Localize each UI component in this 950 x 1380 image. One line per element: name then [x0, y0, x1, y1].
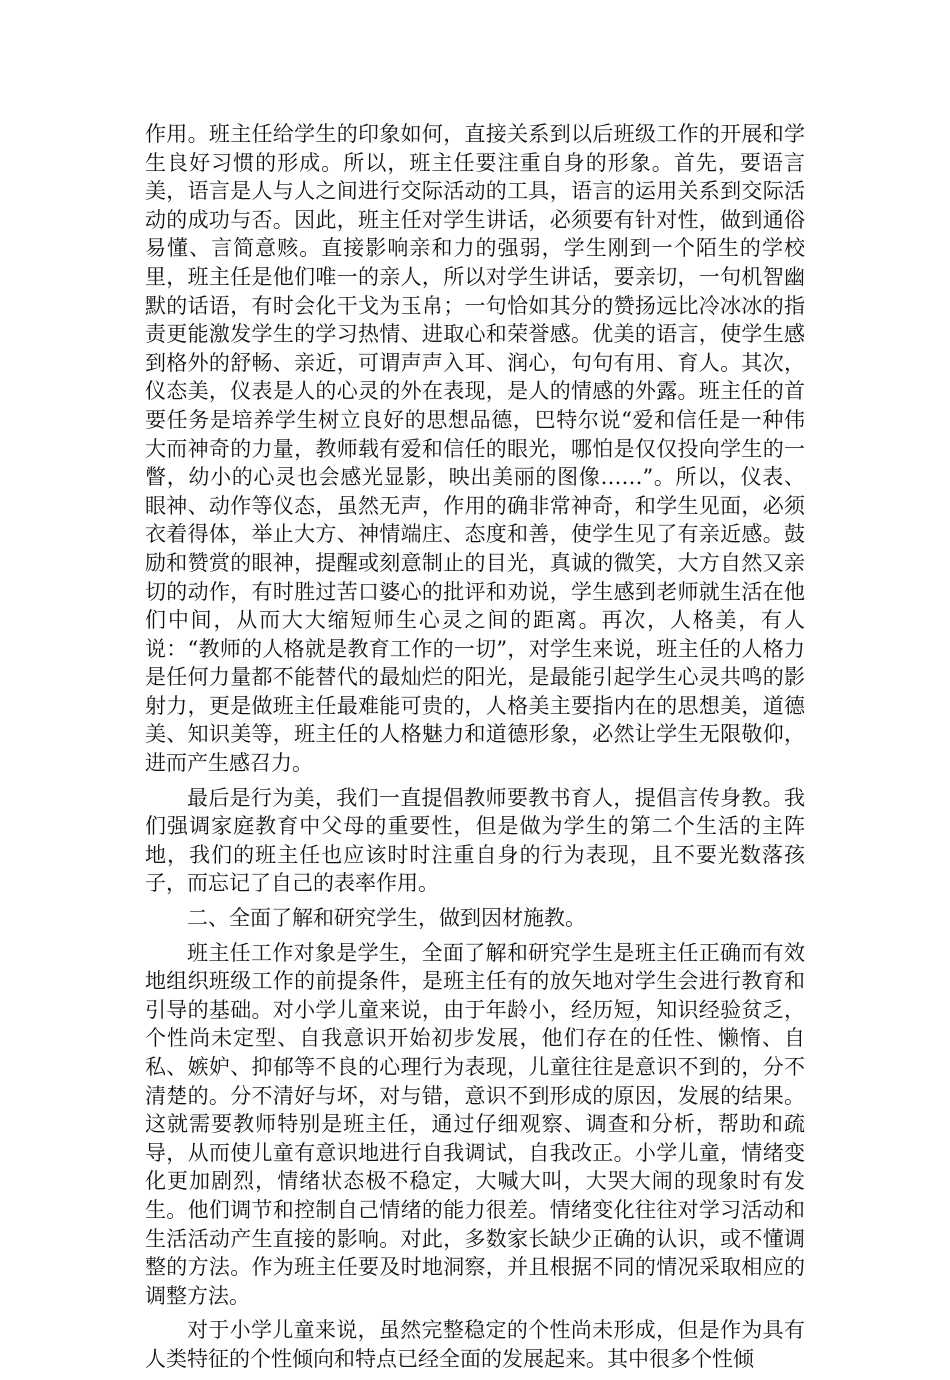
- body-paragraph: 班主任工作对象是学生，全面了解和研究学生是班主任正确而有效地组织班级工作的前提条件，是班主任有的放矢地对学生会进行教育和引导的基础。对小学儿童来说，由于年龄小，经历短，知识经验贫乏，个性尚未定型、自我意识开始初步发展，他们存在的任性、懒惰、自私、嫉妒、抑郁等不良的心理行为表现，儿童往往是意识不到的，分不清楚的。分不清好与坏，对与错，意识不到形成的原因，发展的结果。这就需要教师特别是班主任，通过仔细观察、调查和分析，帮助和疏导，从而使儿童有意识地进行自我调试，自我改正。小学儿童，情绪变化更加剧烈，情绪状态极不稳定，大喊大叫，大哭大闹的现象时有发生。他们调节和控制自己情绪的能力很差。情绪变化往往对学习活动和生活活动产生直接的影响。对此，多数家长缺少正确的认识，或不懂调整的方法。作为班主任要及时地洞察，并且根据不同的情况采取相应的调整方法。: [145, 940, 805, 1308]
- body-paragraph: 对于小学儿童来说，虽然完整稳定的个性尚未形成，但是作为具有人类特征的个性倾向和特点已经全面的发展起来。其中很多个性倾: [145, 1318, 805, 1371]
- document-page: [145, 120, 805, 1380]
- body-paragraph: 最后是行为美，我们一直提倡教师要教书育人，提倡言传身教。我们强调家庭教育中父母的重要性，但是做为学生的第二个生活的主阵地，我们的班主任也应该时时注重自身的行为表现，且不要光数落孩子，而忘记了自己的表率作用。: [145, 785, 805, 896]
- section-heading: 二、全面了解和研究学生，做到因材施教。: [187, 906, 586, 931]
- body-paragraph: 作用。班主任给学生的印象如何，直接关系到以后班级工作的开展和学生良好习惯的形成。所以，班主任要注重自身的形象。首先，要语言美，语言是人与人之间进行交际活动的工具，语言的运用关系到交际活动的成功与否。因此，班主任对学生讲话，必须要有针对性，做到通俗易懂、言简意赅。直接影响亲和力的强弱，学生刚到一个陌生的学校里，班主任是他们唯一的亲人，所以对学生讲话，要亲切，一句机智幽默的话语，有时会化干戈为玉帛；一句恰如其分的赞扬远比冷冰冰的指责更能激发学生的学习热情、进取心和荣誉感。优美的语言，使学生感到格外的舒畅、亲近，可谓声声入耳、润心，句句有用、育人。其次，仪态美，仪表是人的心灵的外在表现，是人的情感的外露。班主任的首要任务是培养学生树立良好的思想品德，巴特尔说“爱和信任是一种伟大而神奇的力量，教师载有爱和信任的眼光，哪怕是仅仅投向学生的一瞥，幼小的心灵也会感光显影，映出美丽的图像……”。所以，仪表、眼神、动作等仪态，虽然无声，作用的确非常神奇，和学生见面，必须衣着得体，举止大方、神情端庄、态度和善，使学生见了有亲近感。鼓励和赞赏的眼神，提醒或刻意制止的目光，真诚的微笑，大方自然又亲切的动作，有时胜过苦口婆心的批评和劝说，学生感到老师就生活在他们中间，从而大大缩短师生心灵之间的距离。再次，人格美，有人说：“教师的人格就是教育工作的一切”，对学生来说，班主任的人格力是任何力量都不能替代的最灿烂的阳光，是最能引起学生心灵共鸣的影射力，更是做班主任最难能可贵的，人格美主要指内在的思想美，道德美、知识美等，班主任的人格魅力和道德形象，必然让学生无限敬仰，进而产生感召力。: [145, 122, 805, 776]
